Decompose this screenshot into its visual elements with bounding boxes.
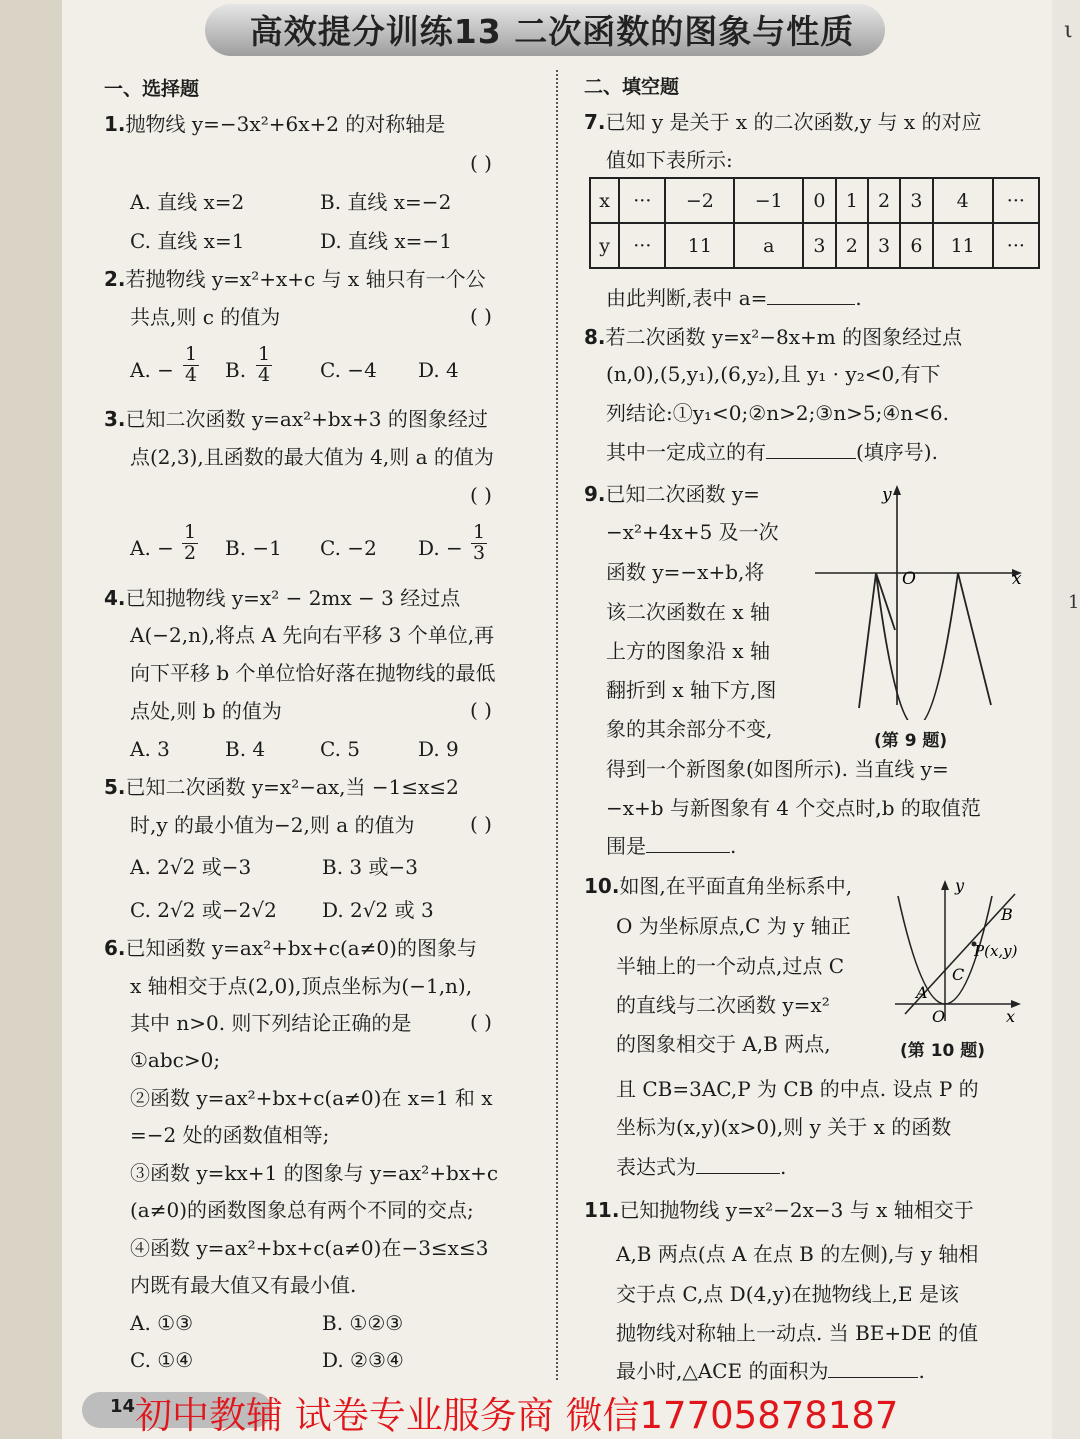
q6-line2: x 轴相交于点(2,0),顶点坐标为(−1,n), (130, 974, 473, 998)
q11-number: 11. (584, 1198, 620, 1222)
q2-option-b-prefix: B. (225, 358, 247, 382)
q4-text: 已知抛物线 y=x² − 2mx − 3 经过点 (125, 586, 461, 610)
q3-d-denominator: 3 (472, 541, 486, 564)
q9-line9: −x+b 与新图象有 4 个交点时,b 的取值范 (606, 796, 981, 820)
q10-label-x: x (1006, 1007, 1016, 1026)
table-cell: ··· (993, 223, 1039, 268)
table-cell: ··· (993, 178, 1039, 223)
q9-label-origin: O (902, 569, 916, 589)
q6-option-a: A. ①③ (130, 1311, 194, 1335)
q5-option-d: D. 2√2 或 3 (322, 898, 434, 922)
q1-option-b: B. 直线 x=−2 (320, 190, 452, 214)
q7-answer-blank[interactable] (767, 304, 855, 305)
q2-option-a-fraction (183, 345, 199, 386)
q6-option-d: D. ②③④ (322, 1348, 404, 1372)
section-choice-heading: 一、选择题 (104, 78, 200, 100)
q6-line3: 其中 n>0. 则下列结论正确的是 (130, 1011, 412, 1035)
q7-number: 7. (584, 110, 606, 134)
q9-label-y: y (882, 485, 892, 505)
q6-answer-paren: ( ) (470, 1010, 492, 1034)
q2-b-denominator: 4 (257, 363, 271, 386)
q6-statement-2b: =−2 处的函数值相等; (130, 1123, 330, 1147)
q7-value-table (589, 177, 1040, 269)
q6-line1 (104, 938, 477, 958)
q11-line1 (584, 1200, 974, 1220)
q6-statement-4a: ④函数 y=ax²+bx+c(a≠0)在−3≤x≤3 (130, 1236, 489, 1260)
q10-line6: 且 CB=3AC,P 为 CB 的中点. 设点 P 的 (616, 1077, 979, 1101)
table-cell: a (734, 223, 803, 268)
q10-y-arrow-icon (941, 880, 949, 890)
table-cell: ··· (619, 178, 665, 223)
q6-statement-3b: (a≠0)的函数图象总有两个不同的交点; (130, 1198, 474, 1222)
q5-answer-paren: ( ) (470, 812, 492, 836)
q4-option-b: B. 4 (225, 737, 266, 761)
q11-answer-blank[interactable] (828, 1377, 918, 1378)
q2-line2: 共点,则 c 的值为 (130, 305, 281, 329)
q10-text: 如图,在平面直角坐标系中, (619, 874, 853, 898)
q11-line3: 交于点 C,点 D(4,y)在抛物线上,E 是该 (616, 1282, 959, 1306)
q9-line10 (606, 836, 736, 856)
q9-answer-blank[interactable] (646, 852, 730, 853)
q3-line1 (104, 409, 488, 429)
q3-number: 3. (104, 407, 126, 431)
q11-ask: 最小时,△ACE 的面积为 (616, 1359, 829, 1383)
q9-line3: 函数 y=−x+b,将 (606, 560, 765, 584)
adjacent-page-char: ι (1064, 18, 1073, 43)
q6-option-b: B. ①②③ (322, 1311, 404, 1335)
q9-line2: −x²+4x+5 及一次 (606, 520, 779, 544)
q9-curve (859, 573, 991, 720)
table-cell: −2 (665, 178, 734, 223)
table-cell: 11 (933, 223, 993, 268)
q2-option-d: D. 4 (418, 358, 459, 382)
q3-option-a-fraction (182, 523, 198, 564)
q3-option-d-fraction (471, 523, 487, 564)
q10-line3: 半轴上的一个动点,过点 C (616, 954, 845, 978)
q4-line2: A(−2,n),将点 A 先向右平移 3 个单位,再 (130, 623, 495, 647)
q7-table-row-x (590, 178, 1039, 223)
watermark-text: 初中教辅 试卷专业服务商 微信17705878187 (135, 1394, 899, 1437)
q4-option-a: A. 3 (130, 737, 170, 761)
q1-option-a: A. 直线 x=2 (130, 190, 245, 214)
q7-line1 (584, 112, 982, 132)
q11-line4: 抛物线对称轴上一动点. 当 BE+DE 的值 (616, 1321, 979, 1345)
q7-table-row-y (590, 223, 1039, 268)
q10-label-a: A (916, 983, 928, 1002)
q2-option-a-prefix: A. − (130, 358, 174, 382)
q1-option-c: C. 直线 x=1 (130, 229, 245, 253)
q2-a-denominator: 4 (184, 363, 198, 386)
q9-number: 9. (584, 482, 606, 506)
q6-number: 6. (104, 936, 126, 960)
table-cell: 2 (868, 178, 900, 223)
q5-option-b: B. 3 或−3 (322, 855, 418, 879)
q7-line3 (606, 288, 862, 308)
q3-answer-paren: ( ) (470, 483, 492, 507)
q9-label-x: x (1012, 569, 1022, 589)
q5-option-a: A. 2√2 或−3 (130, 855, 252, 879)
q8-end: (填序号). (856, 440, 938, 464)
q11-line5 (616, 1361, 925, 1381)
q11-text: 已知抛物线 y=x²−2x−3 与 x 轴相交于 (619, 1198, 974, 1222)
q2-text: 若抛物线 y=x²+x+c 与 x 轴只有一个公 (125, 267, 486, 291)
q8-line2: (n,0),(5,y₁),(6,y₂),且 y₁ · y₂<0,有下 (606, 362, 941, 386)
q8-number: 8. (584, 325, 606, 349)
table-cell: 6 (900, 223, 932, 268)
q2-answer-paren: ( ) (470, 304, 492, 328)
q3-option-b: B. −1 (225, 536, 282, 560)
q3-d-numerator: 1 (472, 521, 486, 543)
q4-number: 4. (104, 586, 126, 610)
q3-option-a-prefix: A. − (130, 536, 174, 560)
q10-label-o: O (932, 1007, 946, 1026)
section-fill-heading: 二、填空题 (584, 76, 680, 98)
q2-b-numerator: 1 (257, 343, 271, 365)
q9-figure (815, 480, 1030, 720)
q10-line7: 坐标为(x,y)(x>0),则 y 关于 x 的函数 (616, 1115, 952, 1139)
q10-line5: 的图象相交于 A,B 两点, (616, 1032, 831, 1056)
adjacent-page-edge (1052, 0, 1080, 1439)
q7-line2: 值如下表所示: (606, 148, 733, 172)
q1-number: 1. (104, 112, 126, 136)
q9-curve-spacer (902, 630, 955, 668)
q3-a-denominator: 2 (183, 541, 197, 564)
page-number: 14 (110, 1396, 136, 1417)
q7-end: . (855, 286, 862, 310)
q4-answer-paren: ( ) (470, 698, 492, 722)
q2-number: 2. (104, 267, 126, 291)
q4-option-c: C. 5 (320, 737, 361, 761)
q2-a-numerator: 1 (184, 343, 198, 365)
q1-stem (104, 114, 445, 134)
q1-answer-paren: ( ) (470, 151, 492, 175)
q3-line2: 点(2,3),且函数的最大值为 4,则 a 的值为 (130, 445, 494, 469)
q5-number: 5. (104, 775, 126, 799)
q10-figure (890, 876, 1030, 1028)
q10-answer-blank[interactable] (696, 1173, 780, 1174)
q6-statement-1: ①abc>0; (130, 1048, 221, 1072)
q8-line3: 列结论:①y₁<0;②n>2;③n>5;④n<6. (606, 401, 949, 425)
q10-line8 (616, 1157, 786, 1177)
q9-line5: 上方的图象沿 x 轴 (606, 639, 770, 663)
q2-option-c: C. −4 (320, 358, 377, 382)
q2-option-b-fraction (256, 345, 272, 386)
q1-option-d: D. 直线 x=−1 (320, 229, 452, 253)
q5-line1 (104, 777, 459, 797)
q10-label-b: B (1001, 905, 1013, 924)
q10-figure-caption: (第 10 题) (900, 1041, 986, 1061)
q5-option-c: C. 2√2 或−2√2 (130, 898, 277, 922)
q10-line4: 的直线与二次函数 y=x² (616, 993, 830, 1017)
q11-end: . (918, 1359, 925, 1383)
page-title: 高效提分训练13 二次函数的图象与性质 (249, 12, 855, 51)
q9-figure-caption: (第 9 题) (874, 731, 948, 751)
table-cell: 3 (900, 178, 932, 223)
q10-end: . (780, 1155, 787, 1179)
table-cell: x (590, 178, 619, 223)
table-cell: 4 (933, 178, 993, 223)
table-cell: y (590, 223, 619, 268)
q10-line2: O 为坐标原点,C 为 y 轴正 (616, 914, 851, 938)
table-cell: 3 (868, 223, 900, 268)
q9-line6: 翻折到 x 轴下方,图 (606, 678, 777, 702)
adjacent-page-number: 1 (1068, 592, 1080, 613)
q5-text: 已知二次函数 y=x²−ax,当 −1≤x≤2 (125, 775, 459, 799)
q4-line1 (104, 588, 460, 608)
q6-option-c: C. ①④ (130, 1348, 194, 1372)
q8-line4 (606, 442, 938, 462)
column-divider (556, 70, 558, 1380)
q10-ask: 表达式为 (616, 1155, 696, 1179)
q9-line1 (584, 484, 760, 504)
table-cell: 11 (665, 223, 734, 268)
q9-line8: 得到一个新图象(如图所示). 当直线 y= (606, 757, 949, 781)
q5-line2: 时,y 的最小值为−2,则 a 的值为 (130, 813, 415, 837)
table-cell: 0 (803, 178, 835, 223)
q4-line4: 点处,则 b 的值为 (130, 699, 282, 723)
q11-line2: A,B 两点(点 A 在点 B 的左侧),与 y 轴相 (616, 1242, 979, 1266)
table-cell: 2 (836, 223, 868, 268)
q6-statement-4b: 内既有最大值又有最小值. (130, 1273, 357, 1297)
q3-option-d-prefix: D. − (418, 536, 463, 560)
q3-a-numerator: 1 (183, 521, 197, 543)
q7-text: 已知 y 是关于 x 的二次函数,y 与 x 的对应 (605, 110, 982, 134)
q9-ask: 围是 (606, 834, 646, 858)
q8-ask: 其中一定成立的有 (606, 440, 766, 464)
q8-text: 若二次函数 y=x²−8x+m 的图象经过点 (605, 325, 963, 349)
q8-answer-blank[interactable] (766, 458, 856, 459)
q4-line3: 向下平移 b 个单位恰好落在抛物线的最低 (130, 661, 496, 685)
q9-text: 已知二次函数 y= (605, 482, 760, 506)
q10-label-c: C (952, 965, 965, 984)
table-cell: 1 (836, 178, 868, 223)
q9-line7: 象的其余部分不变, (606, 717, 773, 741)
q10-label-y: y (955, 876, 965, 895)
q9-line4: 该二次函数在 x 轴 (606, 600, 770, 624)
q6-statement-2a: ②函数 y=ax²+bx+c(a≠0)在 x=1 和 x (130, 1086, 493, 1110)
q10-label-p: P(x,y) (974, 942, 1018, 960)
q3-option-c: C. −2 (320, 536, 377, 560)
q10-number: 10. (584, 874, 620, 898)
q9-y-arrow-icon (893, 485, 901, 495)
q7-ask: 由此判断,表中 a= (606, 286, 768, 310)
q9-end: . (730, 834, 737, 858)
q8-line1 (584, 327, 962, 347)
q2-line1 (104, 269, 486, 289)
q4-option-d: D. 9 (418, 737, 459, 761)
q3-text: 已知二次函数 y=ax²+bx+3 的图象经过 (125, 407, 488, 431)
table-cell: 3 (803, 223, 835, 268)
q10-line1 (584, 876, 852, 896)
q1-text: 抛物线 y=−3x²+6x+2 的对称轴是 (125, 112, 446, 136)
q6-statement-3a: ③函数 y=kx+1 的图象与 y=ax²+bx+c (130, 1161, 499, 1185)
q6-text: 已知函数 y=ax²+bx+c(a≠0)的图象与 (125, 936, 477, 960)
table-cell: −1 (734, 178, 803, 223)
table-cell: ··· (619, 223, 665, 268)
